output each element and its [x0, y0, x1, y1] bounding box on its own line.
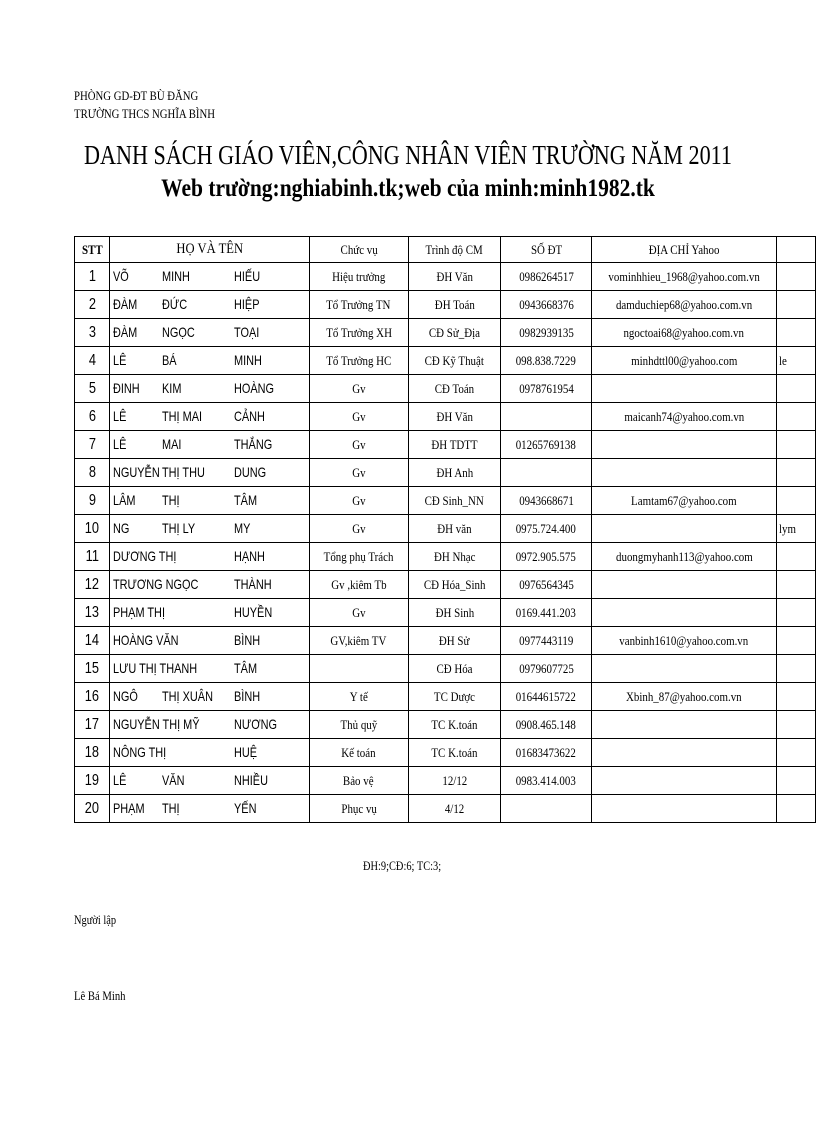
given-name: DUNG — [234, 464, 267, 480]
surname: LÂM — [113, 492, 136, 508]
given-name: BÌNH — [234, 688, 261, 704]
table-row — [75, 431, 816, 459]
document-subtitle: Web trường:nghiabinh.tk;web của minh:minh1982.tk — [161, 175, 655, 202]
yahoo-cell: vominhhieu_1968@yahoo.com.vn — [591, 263, 776, 291]
phone-cell: 0979607725 — [501, 655, 592, 683]
qualification-cell: CĐ Hóa_Sinh — [408, 571, 501, 599]
extra-cell — [777, 711, 816, 739]
phone-cell: 0943668376 — [501, 291, 592, 319]
qualification-cell: CĐ Hóa — [408, 655, 501, 683]
surname: HOÀNG VĂN — [113, 632, 179, 648]
phone-cell: 0972.905.575 — [501, 543, 592, 571]
yahoo-cell — [591, 459, 776, 487]
yahoo-cell: vanbinh1610@yahoo.com.vn — [591, 627, 776, 655]
surname: NGUYỄN — [113, 464, 161, 480]
stt-cell: 10 — [75, 515, 110, 543]
full-name-cell — [110, 711, 309, 739]
extra-cell — [777, 655, 816, 683]
full-name-cell — [110, 263, 309, 291]
given-name: HIẾU — [234, 268, 261, 284]
table-row — [75, 543, 816, 571]
yahoo-cell: duongmyhanh113@yahoo.com — [591, 543, 776, 571]
full-name-cell — [110, 571, 309, 599]
school-name: TRƯỜNG THCS NGHĨA BÌNH — [74, 107, 216, 121]
document-title: DANH SÁCH GIÁO VIÊN,CÔNG NHÂN VIÊN TRƯỜNG NĂM 2011 — [84, 140, 732, 170]
table-row — [75, 347, 816, 375]
full-name-cell — [110, 683, 309, 711]
header-full-name: HỌ VÀ TÊN — [110, 237, 309, 263]
table-row — [75, 655, 816, 683]
given-name: TOẠI — [234, 324, 260, 340]
given-name: MY — [234, 520, 251, 536]
extra-cell: le — [777, 347, 816, 375]
position-cell: GV,kiêm TV — [309, 627, 408, 655]
stt-cell: 7 — [75, 431, 110, 459]
phone-cell: 0975.724.400 — [501, 515, 592, 543]
qualification-cell: TC K.toán — [408, 711, 501, 739]
extra-cell — [777, 627, 816, 655]
phone-cell: 01644615722 — [501, 683, 592, 711]
surname: LƯU THỊ THANH — [113, 660, 198, 676]
phone-cell: 0908.465.148 — [501, 711, 592, 739]
qualification-cell: CĐ Sử_Địa — [408, 319, 501, 347]
stt-cell: 19 — [75, 767, 110, 795]
stt-cell: 17 — [75, 711, 110, 739]
header-position: Chức vụ — [309, 237, 408, 263]
header-yahoo-address: ĐỊA CHỈ Yahoo — [591, 237, 776, 263]
yahoo-cell: ngoctoai68@yahoo.com.vn — [591, 319, 776, 347]
surname: ĐINH — [113, 380, 141, 396]
qualification-cell: ĐH TDTT — [408, 431, 501, 459]
middle-name: VĂN — [162, 772, 185, 788]
phone-cell: 0978761954 — [501, 375, 592, 403]
position-cell: Gv ,kiêm Tb — [309, 571, 408, 599]
middle-name: THỊ MAI — [162, 408, 203, 424]
table-row — [75, 571, 816, 599]
table-row — [75, 795, 816, 823]
given-name: NƯƠNG — [234, 716, 278, 732]
middle-name: THỊ — [162, 492, 181, 508]
extra-cell — [777, 375, 816, 403]
yahoo-cell: damduchiep68@yahoo.com.vn — [591, 291, 776, 319]
stt-cell: 11 — [75, 543, 110, 571]
phone-cell: 0986264517 — [501, 263, 592, 291]
phone-cell: 0983.414.003 — [501, 767, 592, 795]
middle-name: THỊ THU — [162, 464, 206, 480]
extra-cell — [777, 739, 816, 767]
middle-name: MINH — [162, 268, 191, 284]
given-name: YẾN — [234, 800, 257, 816]
header-extra — [777, 237, 816, 263]
full-name-cell — [110, 599, 309, 627]
extra-cell — [777, 291, 816, 319]
stt-cell: 16 — [75, 683, 110, 711]
full-name-cell — [110, 515, 309, 543]
position-cell: Gv — [309, 431, 408, 459]
full-name-cell — [110, 487, 309, 515]
position-cell: Kế toán — [309, 739, 408, 767]
qualification-cell: CĐ Kỹ Thuật — [408, 347, 501, 375]
extra-cell — [777, 795, 816, 823]
given-name: HUỆ — [234, 744, 258, 760]
phone-cell — [501, 459, 592, 487]
position-cell: Bảo vệ — [309, 767, 408, 795]
phone-cell: 0976564345 — [501, 571, 592, 599]
yahoo-cell: minhdttl00@yahoo.com — [591, 347, 776, 375]
full-name-cell — [110, 459, 309, 487]
qualification-cell: 12/12 — [408, 767, 501, 795]
given-name: BÌNH — [234, 632, 261, 648]
stt-cell: 6 — [75, 403, 110, 431]
phone-cell — [501, 403, 592, 431]
yahoo-cell — [591, 795, 776, 823]
yahoo-cell — [591, 655, 776, 683]
yahoo-cell: maicanh74@yahoo.com.vn — [591, 403, 776, 431]
phone-cell: 098.838.7229 — [501, 347, 592, 375]
full-name-cell — [110, 739, 309, 767]
stt-cell: 13 — [75, 599, 110, 627]
full-name-cell — [110, 347, 309, 375]
middle-name: KIM — [162, 380, 182, 396]
full-name-cell — [110, 767, 309, 795]
staff-table — [74, 236, 816, 823]
phone-cell: 0169.441.203 — [501, 599, 592, 627]
qualification-cell: CĐ Toán — [408, 375, 501, 403]
phone-cell: 01265769138 — [501, 431, 592, 459]
position-cell: Tổng phụ Trách — [309, 543, 408, 571]
given-name: HUYỀN — [234, 604, 273, 620]
full-name-cell — [110, 655, 309, 683]
given-name: THẮNG — [234, 436, 273, 452]
qualification-cell: ĐH Văn — [408, 403, 501, 431]
position-cell: Y tế — [309, 683, 408, 711]
table-row — [75, 459, 816, 487]
position-cell: Thủ quỹ — [309, 711, 408, 739]
stt-cell: 8 — [75, 459, 110, 487]
position-cell: Gv — [309, 403, 408, 431]
middle-name: THỊ — [162, 800, 181, 816]
extra-cell: lym — [777, 515, 816, 543]
middle-name: BÁ — [162, 352, 178, 368]
surname: PHẠM — [113, 800, 145, 816]
surname: PHẠM THỊ — [113, 604, 166, 620]
position-cell: Hiệu trưởng — [309, 263, 408, 291]
stt-cell: 5 — [75, 375, 110, 403]
extra-cell — [777, 459, 816, 487]
stt-cell: 9 — [75, 487, 110, 515]
creator-label: Người lập — [74, 912, 117, 927]
given-name: THÀNH — [234, 576, 273, 592]
given-name: NHIỀU — [234, 772, 269, 788]
position-cell: Gv — [309, 459, 408, 487]
extra-cell — [777, 263, 816, 291]
qualification-cell: ĐH Văn — [408, 263, 501, 291]
phone-cell: 0977443119 — [501, 627, 592, 655]
surname: LÊ — [113, 436, 127, 452]
yahoo-cell — [591, 599, 776, 627]
extra-cell — [777, 599, 816, 627]
middle-name: NGỌC — [162, 324, 196, 340]
surname: NÔNG THỊ — [113, 744, 167, 760]
position-cell: Phục vụ — [309, 795, 408, 823]
given-name: TÂM — [234, 660, 258, 676]
qualification-cell: TC Dược — [408, 683, 501, 711]
position-cell: Tổ Trưởng HC — [309, 347, 408, 375]
yahoo-cell — [591, 375, 776, 403]
position-cell: Gv — [309, 599, 408, 627]
phone-cell: 0943668671 — [501, 487, 592, 515]
yahoo-cell — [591, 739, 776, 767]
given-name: HẠNH — [234, 548, 266, 564]
surname: LÊ — [113, 772, 127, 788]
stt-cell: 14 — [75, 627, 110, 655]
given-name: TÂM — [234, 492, 258, 508]
table-row — [75, 403, 816, 431]
position-cell: Gv — [309, 515, 408, 543]
stt-cell: 18 — [75, 739, 110, 767]
surname: ĐÀM — [113, 324, 138, 340]
table-row — [75, 375, 816, 403]
surname: NGÔ — [113, 688, 139, 704]
surname: NGUYỄN THỊ MỸ — [113, 716, 201, 732]
qualification-cell: TC K.toán — [408, 739, 501, 767]
given-name: HIỆP — [234, 296, 260, 312]
table-row — [75, 599, 816, 627]
extra-cell — [777, 543, 816, 571]
full-name-cell — [110, 627, 309, 655]
qualification-cell: ĐH Nhạc — [408, 543, 501, 571]
table-row — [75, 319, 816, 347]
yahoo-cell — [591, 431, 776, 459]
stt-cell: 12 — [75, 571, 110, 599]
position-cell: Gv — [309, 375, 408, 403]
table-row — [75, 683, 816, 711]
qualification-cell: ĐH Sinh — [408, 599, 501, 627]
yahoo-cell: Lamtam67@yahoo.com — [591, 487, 776, 515]
surname: ĐÀM — [113, 296, 138, 312]
creator-name: Lê Bá Minh — [74, 988, 126, 1003]
position-cell: Gv — [309, 487, 408, 515]
extra-cell — [777, 767, 816, 795]
full-name-cell — [110, 375, 309, 403]
extra-cell — [777, 319, 816, 347]
stt-cell: 15 — [75, 655, 110, 683]
table-body — [75, 263, 816, 823]
stt-cell: 20 — [75, 795, 110, 823]
table-row — [75, 739, 816, 767]
full-name-cell — [110, 319, 309, 347]
yahoo-cell — [591, 711, 776, 739]
middle-name: MAI — [162, 436, 182, 452]
table-row — [75, 487, 816, 515]
given-name: MINH — [234, 352, 263, 368]
full-name-cell — [110, 403, 309, 431]
middle-name: THỊ XUÂN — [162, 688, 214, 704]
qualification-cell: ĐH Anh — [408, 459, 501, 487]
header-qualification: Trình độ CM — [408, 237, 501, 263]
qualification-cell: ĐH Sử — [408, 627, 501, 655]
department-name: PHÒNG GD-ĐT BÙ ĐĂNG — [74, 89, 199, 103]
table-row — [75, 515, 816, 543]
qualification-cell: ĐH văn — [408, 515, 501, 543]
table-row — [75, 711, 816, 739]
surname: DƯƠNG THỊ — [113, 548, 177, 564]
middle-name: THỊ LY — [162, 520, 196, 536]
extra-cell — [777, 683, 816, 711]
surname: LÊ — [113, 352, 127, 368]
surname: LÊ — [113, 408, 127, 424]
full-name-cell — [110, 431, 309, 459]
yahoo-cell — [591, 767, 776, 795]
full-name-cell — [110, 795, 309, 823]
position-cell — [309, 655, 408, 683]
extra-cell — [777, 403, 816, 431]
given-name: CẢNH — [234, 408, 266, 424]
yahoo-cell — [591, 515, 776, 543]
yahoo-cell: Xbinh_87@yahoo.com.vn — [591, 683, 776, 711]
position-cell: Tổ Trưởng XH — [309, 319, 408, 347]
extra-cell — [777, 487, 816, 515]
table-row — [75, 263, 816, 291]
surname: VÕ — [113, 268, 130, 284]
phone-cell: 0982939135 — [501, 319, 592, 347]
middle-name: ĐỨC — [162, 296, 188, 312]
phone-cell — [501, 795, 592, 823]
surname: TRƯƠNG NGỌC — [113, 576, 199, 592]
yahoo-cell — [591, 571, 776, 599]
phone-cell: 01683473622 — [501, 739, 592, 767]
extra-cell — [777, 431, 816, 459]
stt-cell: 2 — [75, 291, 110, 319]
qualification-cell: CĐ Sinh_NN — [408, 487, 501, 515]
table-row — [75, 767, 816, 795]
qualification-cell: 4/12 — [408, 795, 501, 823]
stt-cell: 1 — [75, 263, 110, 291]
full-name-cell — [110, 543, 309, 571]
header-phone: SỐ ĐT — [501, 237, 592, 263]
full-name-cell — [110, 291, 309, 319]
header-stt: STT — [75, 237, 110, 263]
position-cell: Tổ Trưởng TN — [309, 291, 408, 319]
extra-cell — [777, 571, 816, 599]
table-row — [75, 627, 816, 655]
qualification-cell: ĐH Toán — [408, 291, 501, 319]
surname: NG — [113, 520, 130, 536]
qualification-summary: ĐH:9;CĐ:6; TC:3; — [363, 858, 442, 873]
table-header-row — [75, 237, 816, 263]
stt-cell: 4 — [75, 347, 110, 375]
table-row — [75, 291, 816, 319]
stt-cell: 3 — [75, 319, 110, 347]
given-name: HOÀNG — [234, 380, 275, 396]
